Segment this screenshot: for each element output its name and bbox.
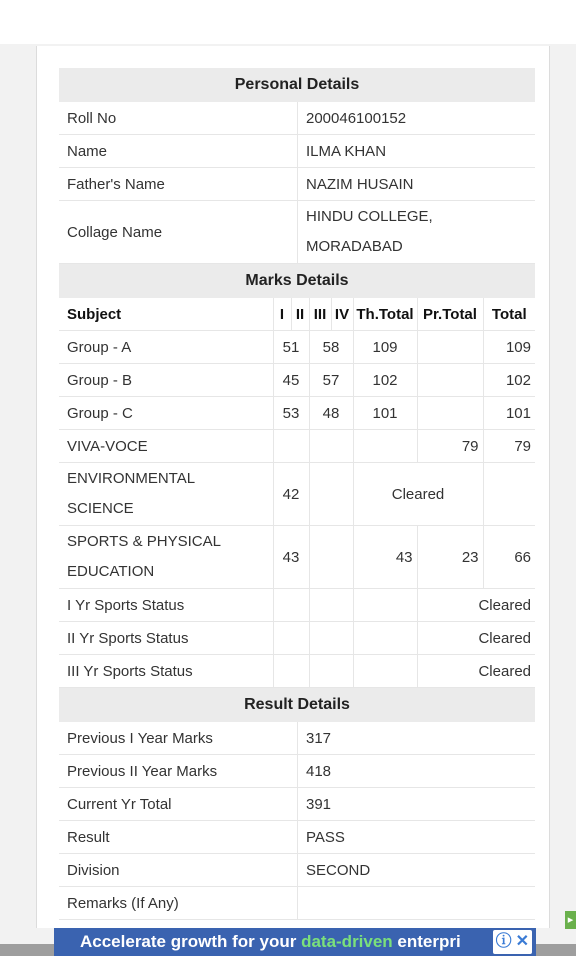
pr-total-cell: 23 — [417, 526, 483, 589]
roll-no-label: Roll No — [59, 102, 298, 135]
table-row — [59, 397, 535, 430]
subject-cell: Group - A — [59, 331, 273, 364]
result-details-table — [59, 722, 535, 920]
division-value: SECOND — [298, 854, 536, 887]
college-name-line2: MORADABAD — [306, 238, 403, 255]
ad-text-end: enterpri — [392, 932, 461, 951]
sports-line2: EDUCATION — [67, 563, 155, 580]
prev-i-year-label: Previous I Year Marks — [59, 722, 298, 755]
ad-text-highlight: data-driven — [301, 932, 393, 951]
table-row — [59, 622, 535, 655]
college-name-label: Collage Name — [59, 201, 298, 264]
header-th-total: Th.Total — [353, 298, 417, 331]
subject-cell: VIVA-VOCE — [59, 430, 273, 463]
status-label: I Yr Sports Status — [59, 589, 273, 622]
side-tab-icon[interactable]: ▸ — [565, 911, 576, 929]
total-cell: 66 — [483, 526, 535, 589]
marks-i-cell: 51 — [273, 331, 309, 364]
empty-cell — [353, 655, 417, 688]
empty-cell — [273, 622, 309, 655]
table-row — [59, 430, 535, 463]
marks-ii-cell — [309, 430, 353, 463]
table-row — [59, 364, 535, 397]
college-name-value — [298, 201, 536, 264]
marks-i-cell — [273, 430, 309, 463]
name-label: Name — [59, 135, 298, 168]
header-subject: Subject — [59, 298, 273, 331]
table-row — [59, 755, 535, 788]
marks-i-cell: 43 — [273, 526, 309, 589]
sports-line1: SPORTS & PHYSICAL — [67, 533, 221, 550]
marks-ii-cell: 48 — [309, 397, 353, 430]
info-icon[interactable]: ⓘ — [495, 933, 512, 950]
prev-ii-year-label: Previous II Year Marks — [59, 755, 298, 788]
ad-controls — [493, 930, 532, 954]
empty-cell — [353, 622, 417, 655]
status-value: Cleared — [417, 655, 535, 688]
empty-cell — [309, 589, 353, 622]
result-content — [59, 68, 535, 920]
current-total-label: Current Yr Total — [59, 788, 298, 821]
result-details-heading: Result Details — [59, 688, 535, 722]
prev-ii-year-value: 418 — [298, 755, 536, 788]
result-card — [36, 46, 550, 928]
subject-cell: Group - C — [59, 397, 273, 430]
table-row — [59, 722, 535, 755]
personal-details-table — [59, 102, 535, 264]
status-label: II Yr Sports Status — [59, 622, 273, 655]
table-row — [59, 135, 535, 168]
marks-ii-cell: 57 — [309, 364, 353, 397]
marks-ii-cell — [309, 463, 353, 526]
header-total: Total — [483, 298, 535, 331]
pr-total-cell — [417, 331, 483, 364]
env-science-line1: ENVIRONMENTAL — [67, 470, 196, 487]
total-cell: 102 — [483, 364, 535, 397]
sports-subject — [59, 526, 273, 589]
header-iv: IV — [331, 298, 353, 331]
marks-header-row — [59, 298, 535, 331]
marks-table — [59, 298, 535, 688]
status-value: Cleared — [417, 622, 535, 655]
result-label: Result — [59, 821, 298, 854]
status-value: Cleared — [417, 589, 535, 622]
fathers-name-value: NAZIM HUSAIN — [298, 168, 536, 201]
total-cell — [483, 463, 535, 526]
env-science-line2: SCIENCE — [67, 500, 134, 517]
total-cell: 101 — [483, 397, 535, 430]
status-label: III Yr Sports Status — [59, 655, 273, 688]
header-i: I — [273, 298, 291, 331]
th-total-cell — [353, 430, 417, 463]
env-science-subject — [59, 463, 273, 526]
roll-no-value: 200046100152 — [298, 102, 536, 135]
marks-i-cell: 45 — [273, 364, 309, 397]
empty-cell — [309, 622, 353, 655]
th-total-cell: 101 — [353, 397, 417, 430]
marks-details-heading: Marks Details — [59, 264, 535, 298]
fathers-name-label: Father's Name — [59, 168, 298, 201]
empty-cell — [309, 655, 353, 688]
total-cell: 109 — [483, 331, 535, 364]
result-value: PASS — [298, 821, 536, 854]
marks-i-cell: 53 — [273, 397, 309, 430]
table-row — [59, 887, 535, 920]
marks-ii-cell — [309, 526, 353, 589]
table-row — [59, 526, 535, 589]
subject-cell: Group - B — [59, 364, 273, 397]
th-total-cell: 109 — [353, 331, 417, 364]
pr-total-cell — [417, 364, 483, 397]
pr-total-cell: 79 — [417, 430, 483, 463]
marks-ii-cell: 58 — [309, 331, 353, 364]
name-value: ILMA KHAN — [298, 135, 536, 168]
pr-total-cell — [417, 397, 483, 430]
table-row — [59, 655, 535, 688]
table-row — [59, 854, 535, 887]
th-total-cell: 43 — [353, 526, 417, 589]
env-status-cell: Cleared — [353, 463, 483, 526]
empty-cell — [273, 655, 309, 688]
close-icon[interactable]: ✕ — [515, 933, 529, 950]
table-row — [59, 331, 535, 364]
table-row — [59, 463, 535, 526]
header-iii: III — [309, 298, 331, 331]
remarks-value — [298, 887, 536, 920]
table-row — [59, 788, 535, 821]
top-bar — [0, 0, 576, 44]
college-name-line1: HINDU COLLEGE, — [306, 208, 433, 225]
table-row — [59, 168, 535, 201]
ad-banner[interactable] — [54, 928, 536, 956]
marks-i-cell: 42 — [273, 463, 309, 526]
remarks-label: Remarks (If Any) — [59, 887, 298, 920]
division-label: Division — [59, 854, 298, 887]
empty-cell — [353, 589, 417, 622]
total-cell: 79 — [483, 430, 535, 463]
personal-details-heading: Personal Details — [59, 68, 535, 102]
header-ii: II — [291, 298, 309, 331]
empty-cell — [273, 589, 309, 622]
table-row — [59, 821, 535, 854]
table-row — [59, 102, 535, 135]
table-row — [59, 201, 535, 264]
ad-text-start: Accelerate growth for your — [80, 932, 302, 951]
table-row — [59, 589, 535, 622]
th-total-cell: 102 — [353, 364, 417, 397]
prev-i-year-value: 317 — [298, 722, 536, 755]
header-pr-total: Pr.Total — [417, 298, 483, 331]
current-total-value: 391 — [298, 788, 536, 821]
